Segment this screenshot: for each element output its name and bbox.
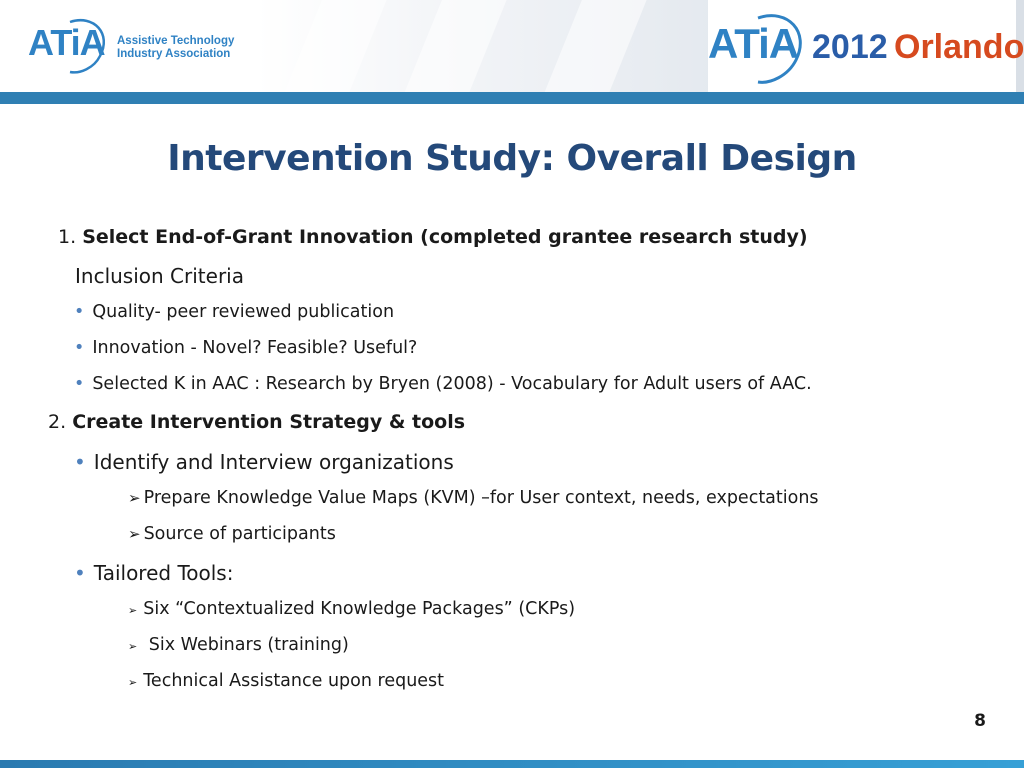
- list-item: [128, 524, 336, 544]
- atia-logo: [28, 14, 248, 78]
- conference-city: Orlando: [894, 28, 1024, 66]
- section-1-subheading: Inclusion Criteria: [75, 264, 244, 288]
- conference-year: 2012: [812, 28, 888, 66]
- section-1-title: Select End-of-Grant Innovation (completed grantee research study): [82, 226, 808, 248]
- bullet-icon: •: [74, 561, 86, 585]
- arrow-bullet-icon: ➢: [128, 640, 138, 653]
- section-1-heading: [58, 226, 808, 248]
- list-item-text: Six Webinars (training): [143, 635, 349, 655]
- list-item: [128, 488, 819, 508]
- footer-band: [0, 760, 1024, 768]
- atia-logo-text: [117, 35, 234, 61]
- atia-logo-mark: ATiA: [28, 22, 105, 63]
- list-item-text: Identify and Interview organizations: [93, 450, 454, 474]
- section-2-title: Create Intervention Strategy & tools: [72, 411, 466, 433]
- list-item: [74, 374, 812, 394]
- section-2-heading: [48, 411, 465, 433]
- arrow-bullet-icon: ➢: [128, 525, 141, 543]
- list-item-text: Six “Contextualized Knowledge Packages” (CKPs): [143, 599, 576, 619]
- arrow-bullet-icon: ➢: [128, 489, 141, 507]
- section-2-number: 2.: [48, 411, 67, 433]
- list-item-text: Tailored Tools:: [93, 561, 234, 585]
- list-item: [74, 561, 233, 585]
- logo-line-2: Industry Association: [117, 48, 231, 60]
- arrow-bullet-icon: ➢: [128, 604, 138, 617]
- list-item-text: Quality- peer reviewed publication: [92, 302, 395, 322]
- bullet-icon: •: [74, 338, 85, 358]
- atia-2012-orlando-logo: [708, 0, 1024, 92]
- list-item: [128, 635, 349, 655]
- logo-line-1: Assistive Technology: [117, 35, 235, 47]
- list-item-text: Technical Assistance upon request: [143, 671, 445, 691]
- list-item-text: Selected K in AAC : Research by Bryen (2008) - Vocabulary for Adult users of AAC.: [92, 374, 812, 394]
- page-number: 8: [974, 711, 986, 731]
- header-streak: [525, 0, 656, 92]
- bullet-icon: •: [74, 374, 85, 394]
- header-streak: [385, 0, 516, 92]
- slide-title: Intervention Study: Overall Design: [167, 138, 857, 179]
- list-item-text: Source of participants: [143, 524, 336, 544]
- bullet-icon: •: [74, 450, 86, 474]
- header-rule: [0, 92, 1024, 104]
- list-item: [128, 599, 575, 619]
- bullet-icon: •: [74, 302, 85, 322]
- list-item: [74, 302, 394, 322]
- list-item-text: Innovation - Novel? Feasible? Useful?: [92, 338, 418, 358]
- header-streak: [265, 0, 396, 92]
- atia-logo-mark: ATiA: [708, 20, 799, 67]
- section-1-number: 1.: [58, 226, 77, 248]
- arrow-bullet-icon: ➢: [128, 676, 138, 689]
- list-item: [74, 450, 454, 474]
- header-band: [0, 0, 1024, 92]
- list-item-text: Prepare Knowledge Value Maps (KVM) –for User context, needs, expectations: [143, 488, 819, 508]
- list-item: [128, 671, 444, 691]
- list-item: [74, 338, 417, 358]
